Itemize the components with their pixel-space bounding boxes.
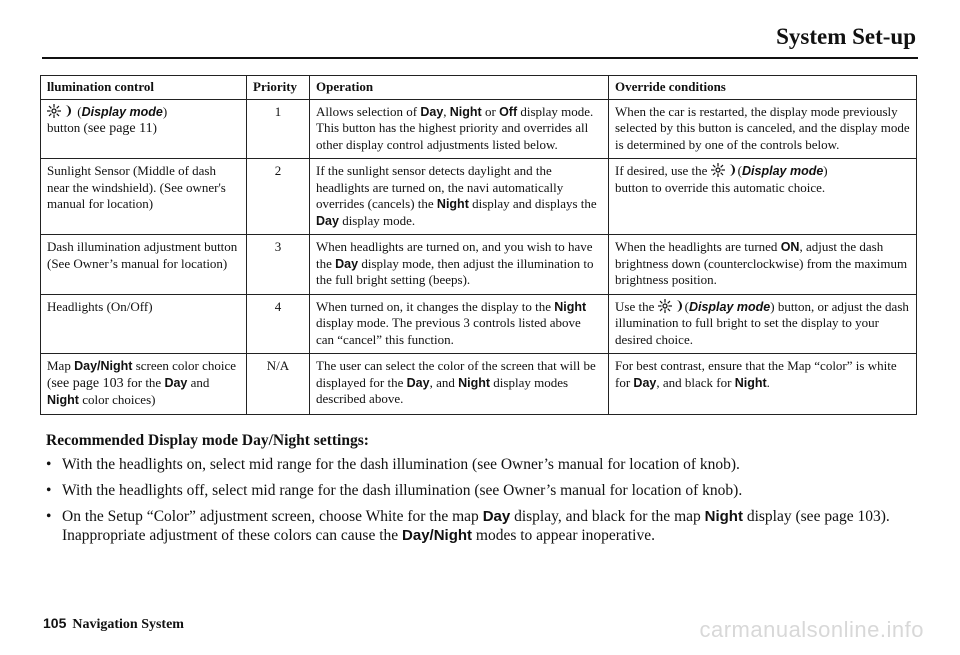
override-cell (609, 354, 917, 415)
override-text: If desired, use the (615, 163, 711, 178)
paren: ( (684, 298, 689, 314)
bullet: • (46, 482, 52, 499)
display-mode-label: Display mode (742, 164, 824, 178)
bullet-text: display, and black for the map (510, 508, 705, 525)
table-header-row (41, 76, 917, 100)
night-label: Night (458, 375, 491, 390)
day-night-label: Day/Night (74, 359, 133, 373)
night-label: Night (47, 393, 79, 407)
on-label: ON (780, 240, 800, 254)
day-label: Day (420, 104, 444, 119)
operation-cell (310, 235, 609, 295)
page-ref: see page 11 (87, 121, 153, 136)
control-text: Map (47, 358, 75, 373)
override-text: Use the (615, 298, 658, 314)
page-ref: see page 103 (51, 375, 124, 391)
night-label: Night (449, 104, 482, 119)
priority-cell: N/A (247, 354, 310, 415)
priority-cell: 1 (247, 99, 310, 159)
recommended-settings-heading: Recommended Display mode Day/Night settings: (46, 432, 369, 449)
override-text: . (766, 374, 770, 390)
control-cell: Sunlight Sensor (Middle of dash near the windshield). (See owner's manual for location) (41, 159, 247, 235)
control-text: screen color choice ( (47, 358, 237, 390)
operation-cell (310, 354, 609, 415)
display-mode-label: Display mode (81, 104, 163, 119)
table-row (41, 99, 917, 159)
page-title: System Set-up (776, 24, 916, 49)
header-rule (42, 57, 918, 59)
moon-icon (675, 300, 683, 312)
day-label: Day (633, 375, 657, 390)
list-item (46, 481, 916, 500)
priority-cell: 2 (247, 159, 310, 235)
op-text: display and displays the (468, 196, 597, 211)
override-text: , adjust the dash brightness down (counterclockwise) from the maximum brightness position. (615, 239, 908, 287)
moon-icon (728, 164, 736, 176)
col-header-control: llumination control (41, 76, 247, 100)
control-cell (41, 99, 247, 159)
bullet-text: display (see page 103). Inappropriate adjustment of these colors can cause the (62, 508, 890, 544)
op-text: , and (429, 374, 459, 390)
sun-icon (47, 104, 61, 118)
op-text: or (481, 103, 500, 119)
operation-cell (310, 99, 609, 159)
bullet-text: modes to appear inoperative. (472, 527, 655, 544)
override-text: When the headlights are turned (615, 239, 781, 254)
bullet: • (46, 508, 52, 525)
paren: ) (823, 163, 828, 178)
op-text: , (443, 103, 450, 119)
op-text: If the sunlight sensor detects daylight and the headlights are turned on, the navi automatically overrides (cancels) the (316, 163, 564, 211)
operation-cell (310, 294, 609, 354)
paren: ) (162, 103, 168, 119)
op-text: The user can select the color of the screen that will be displayed for the (316, 358, 596, 390)
override-text: For best contrast, ensure that the Map “color” is white for (615, 358, 897, 390)
paren: ( (77, 103, 82, 119)
override-text: , and black for (656, 374, 735, 390)
override-cell (609, 159, 917, 235)
operation-cell (310, 159, 609, 235)
bullet-text: With the headlights on, select mid range for the dash illumination (see Owner’s manual for location of knob). (62, 456, 740, 473)
display-mode-label: Display mode (688, 299, 771, 314)
list-item (46, 507, 916, 545)
night-label: Night (734, 375, 767, 390)
table-row (41, 159, 917, 235)
op-text: When headlights are turned on, and you wish to have the (316, 239, 593, 271)
page-number: 105 (43, 615, 67, 631)
sun-icon (658, 299, 672, 313)
section-name: Navigation System (72, 617, 184, 632)
day-label: Day (316, 213, 339, 228)
priority-cell: 4 (247, 294, 310, 354)
override-text: ) button, or adjust the dash illumination to full bright to set the display to your desired choice. (615, 298, 909, 347)
illumination-control-table (40, 75, 917, 415)
day-night-label: Day/Night (402, 527, 473, 544)
op-text: display mode. The previous 3 controls listed above can “cancel” this function. (316, 315, 581, 347)
watermark: carmanualsonline.info (699, 617, 924, 642)
control-text: color choices) (78, 392, 156, 407)
list-item (46, 455, 916, 474)
night-label: Night (436, 197, 469, 211)
recommended-settings-list (46, 455, 916, 552)
day-label: Day (335, 256, 359, 271)
bullet: • (46, 456, 52, 473)
control-cell: Dash illumination adjustment button (See Owner’s manual for location) (41, 235, 247, 295)
override-cell (609, 294, 917, 354)
op-text: display mode. (338, 212, 416, 228)
paren: ( (737, 163, 743, 178)
col-header-override: Override conditions (609, 76, 917, 100)
bullet-text: On the Setup “Color” adjustment screen, choose White for the map (62, 508, 483, 525)
control-text: for the (123, 374, 165, 390)
op-text: When turned on, it changes the display to the (316, 298, 555, 314)
table-row (41, 294, 917, 354)
day-label: Day (164, 375, 188, 390)
off-label: Off (499, 104, 518, 119)
op-text: display mode. This button has the highest priority and overrides all other display control adjustments listed below. (316, 103, 594, 152)
control-text: and (187, 374, 210, 390)
col-header-operation: Operation (310, 76, 609, 100)
bullet-text: With the headlights off, select mid range for the dash illumination (see Owner’s manual for location of knob). (62, 482, 743, 499)
op-text: Allows selection of (316, 103, 421, 119)
op-text: display modes described above. (316, 374, 569, 406)
night-label: Night (704, 508, 743, 525)
op-text: display mode, then adjust the illumination to the full bright setting (beeps). (316, 255, 594, 287)
override-text: button to override this automatic choice. (615, 179, 826, 195)
table-row (41, 235, 917, 295)
control-cell: Headlights (On/Off) (41, 294, 247, 354)
control-text: ) (152, 120, 157, 135)
moon-icon (64, 105, 72, 117)
override-cell: When the car is restarted, the display mode previously selected by this button is canceled, and the display mode is determined by one of the controls below. (609, 99, 917, 159)
override-cell (609, 235, 917, 295)
page-footer (43, 615, 184, 633)
day-label: Day (482, 508, 511, 525)
sun-icon (711, 163, 725, 177)
night-label: Night (554, 299, 587, 314)
control-text: button ( (47, 120, 88, 135)
table-row (41, 354, 917, 415)
priority-cell: 3 (247, 235, 310, 295)
day-label: Day (406, 375, 430, 390)
control-cell (41, 354, 247, 415)
col-header-priority: Priority (247, 76, 310, 100)
